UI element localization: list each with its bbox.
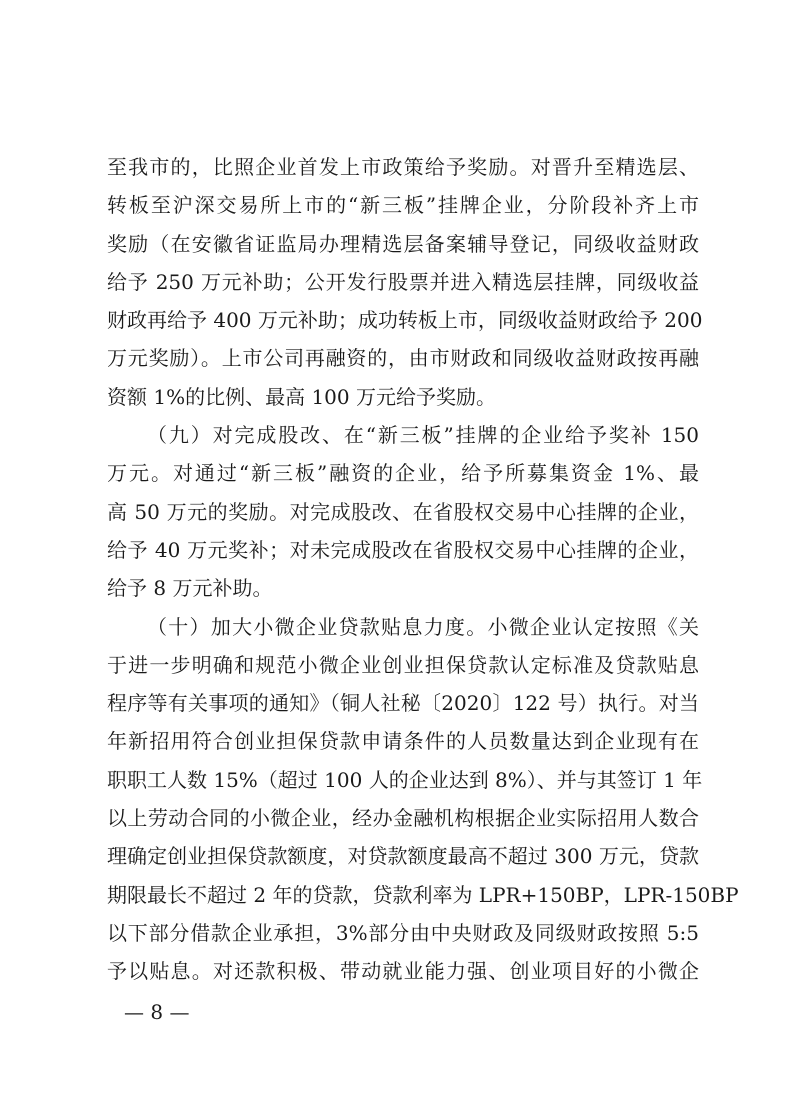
text-line: 财政再给予 400 万元补助；成功转板上市，同级收益财政给予 200	[107, 308, 703, 333]
text-line: 以上劳动合同的小微企业，经办金融机构根据企业实际招用人数合	[107, 806, 699, 831]
text-line: 给予 40 万元奖补；对未完成股改在省股权交易中心挂牌的企业，	[107, 537, 699, 562]
text-line: 职职工人数 15%（超过 100 人的企业达到 8%）、并与其签订 1 年	[107, 767, 703, 792]
body-text	[107, 148, 739, 991]
text-line: 以下部分借款企业承担，3%部分由中央财政及同级财政按照 5:5	[107, 920, 699, 945]
text-line: 万元。对通过“新三板”融资的企业，给予所募集资金 1%、最	[107, 461, 699, 486]
text-line: 至我市的，比照企业首发上市政策给予奖励。对晋升至精选层、	[107, 155, 699, 179]
text-line: 程序等有关事项的通知》（铜人社秘〔2020〕122 号）执行。对当	[107, 691, 699, 716]
text-line: 理确定创业担保贷款额度，对贷款额度最高不超过 300 万元，贷款	[107, 844, 699, 869]
text-line: 转板至沪深交易所上市的“新三板”挂牌企业，分阶段补齐上市	[107, 193, 699, 218]
page-number: — 8 —	[124, 1000, 190, 1024]
text-line: 期限最长不超过 2 年的贷款，贷款利率为 LPR+150BP，LPR-150BP	[107, 882, 739, 907]
text-line: 予以贴息。对还款积极、带动就业能力强、创业项目好的小微企	[107, 959, 699, 984]
text-line: 高 50 万元的奖励。对完成股改、在省股权交易中心挂牌的企业，	[107, 499, 699, 524]
text-line: 于进一步明确和规范小微企业创业担保贷款认定标准及贷款贴息	[107, 652, 699, 677]
text-line: 给予 250 万元补助；公开发行股票并进入精选层挂牌，同级收益	[107, 269, 699, 294]
text-line: 给予 8 万元补助。	[107, 576, 273, 601]
text-line: 年新招用符合创业担保贷款申请条件的人员数量达到企业现有在	[107, 729, 699, 754]
text-line: 奖励（在安徽省证监局办理精选层备案辅导登记，同级收益财政	[107, 231, 699, 256]
text-line: 万元奖励）。上市公司再融资的，由市财政和同级收益财政按再融	[107, 346, 699, 371]
paragraph-first-line: （九）对完成股改、在“新三板”挂牌的企业给予奖补 150	[147, 423, 699, 448]
text-line: 资额 1%的比例、最高 100 万元给予奖励。	[107, 384, 496, 409]
paragraph-first-line: （十）加大小微企业贷款贴息力度。小微企业认定按照《关	[147, 614, 699, 639]
